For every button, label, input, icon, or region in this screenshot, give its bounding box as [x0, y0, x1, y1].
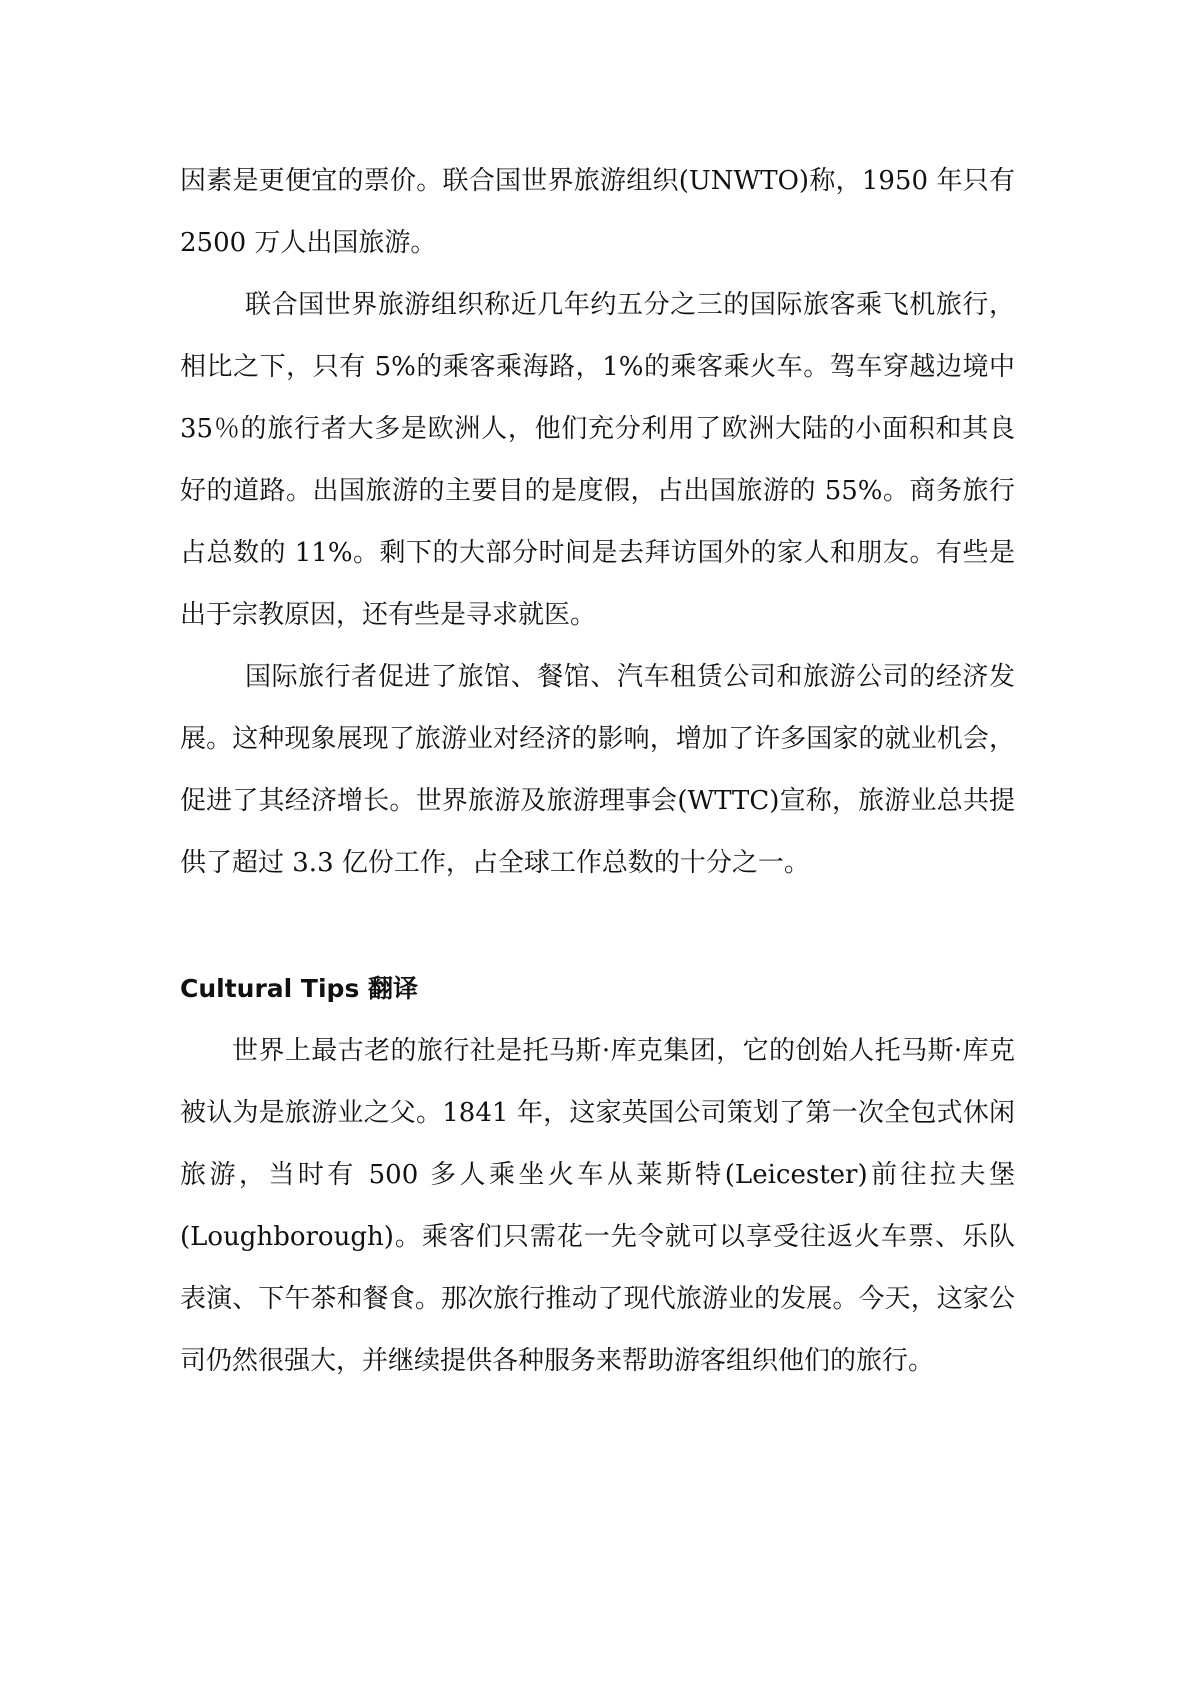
page-content	[180, 150, 1015, 1392]
paragraph-continued: 因素是更便宜的票价。联合国世界旅游组织(UNWTO)称，1950 年只有 2500 万人出国旅游。	[180, 166, 1015, 258]
paragraph-cultural-tips: 世界上最古老的旅行社是托马斯·库克集团，它的创始人托马斯·库克被认为是旅游业之父。1841 年，这家英国公司策划了第一次全包式休闲旅游，当时有 500 多人乘坐火车从莱斯特(Leicester)前往拉夫堡(Loughborough)。乘客们只需花一先令就可以享受往返火车票、乐队表演、下午茶和餐食。那次旅行推动了现代旅游业的发展。今天，这家公司仍然很强大，并继续提供各种服务来帮助游客组织他们的旅行。	[180, 1036, 1015, 1376]
paragraph-travel-modes: 联合国世界旅游组织称近几年约五分之三的国际旅客乘飞机旅行，相比之下，只有 5%的乘客乘海路，1%的乘客乘火车。驾车穿越边境中 35％的旅行者大多是欧洲人，他们充分利用了欧洲大陆的小面积和其良好的道路。出国旅游的主要目的是度假，占出国旅游的 55%。商务旅行占总数的 11%。剩下的大部分时间是去拜访国外的家人和朋友。有些是出于宗教原因，还有些是寻求就医。	[180, 290, 1015, 630]
paragraph-economic-impact: 国际旅行者促进了旅馆、餐馆、汽车租赁公司和旅游公司的经济发展。这种现象展现了旅游业对经济的影响，增加了许多国家的就业机会，促进了其经济增长。世界旅游及旅游理事会(WTTC)宣称，旅游业总共提供了超过 3.3 亿份工作，占全球工作总数的十分之一。	[180, 662, 1015, 878]
section-heading: Cultural Tips 翻译	[180, 974, 419, 1003]
section-spacer	[180, 894, 1015, 964]
